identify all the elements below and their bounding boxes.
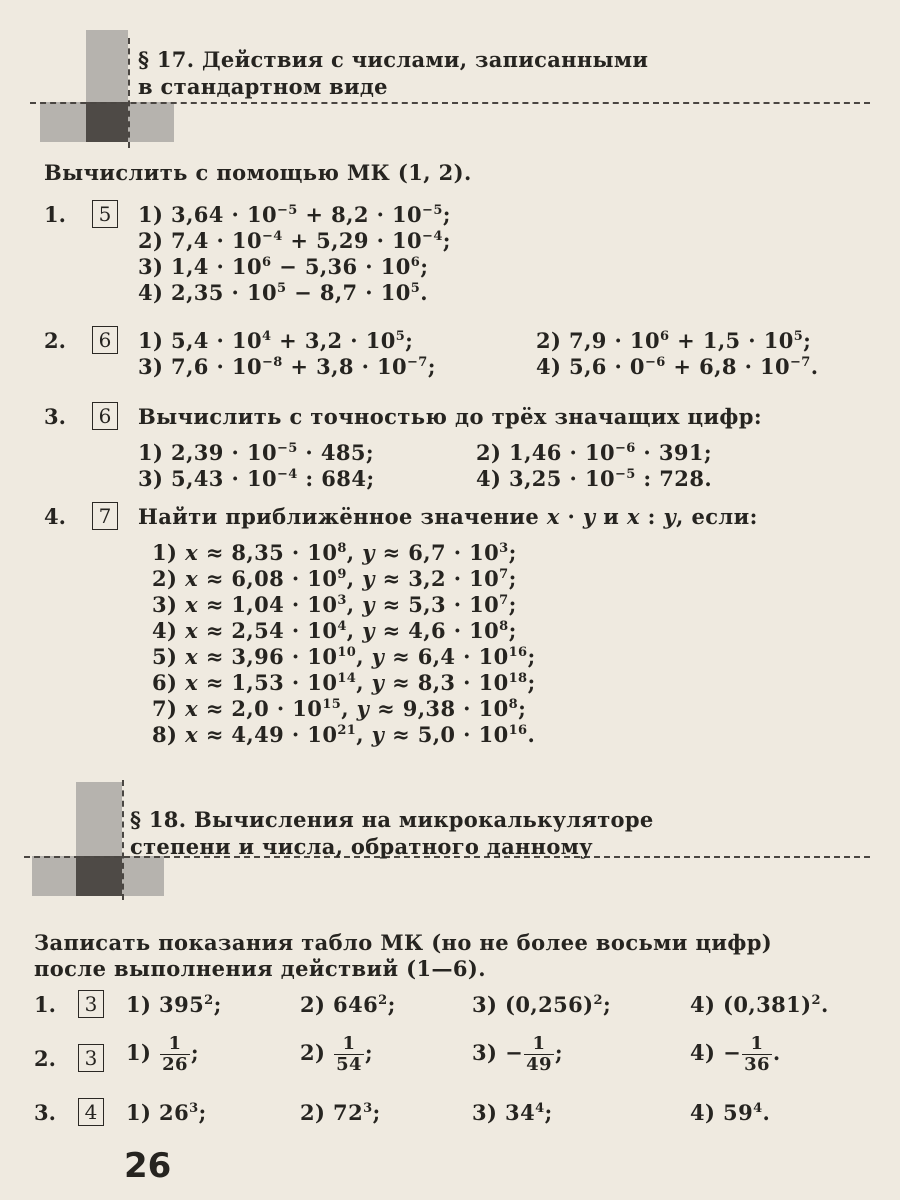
space [177, 696, 185, 721]
expression-text: − 8,7 · 10 [286, 280, 411, 305]
expression-text: 4) 59 [690, 1100, 754, 1125]
approx-sign: ≈ [198, 618, 232, 643]
expression-text: 2) 7,9 · 10 [536, 328, 660, 353]
fraction-item [300, 1034, 373, 1075]
minus-sign: − [723, 1040, 742, 1065]
space [177, 722, 185, 747]
line-end: . [527, 722, 536, 747]
expression-text: 4) (0,381) [690, 992, 812, 1017]
x-mantissa: 1,04 · 10 [231, 592, 338, 617]
denominator: 26 [162, 1054, 188, 1075]
expression-text: 3) 34 [472, 1100, 536, 1125]
exponent: 4 [753, 1101, 763, 1116]
expression-text: . [762, 1100, 771, 1125]
item-label: 6) [152, 670, 178, 695]
expression-text: 3) 7,6 · 10 [138, 354, 262, 379]
exponent: −5 [276, 441, 298, 456]
difficulty-badge: 7 [92, 502, 118, 530]
expression-text: ; [442, 228, 451, 253]
x-mantissa: 2,0 · 10 [231, 696, 323, 721]
expression-line [300, 1100, 381, 1130]
expression-text: . [810, 354, 819, 379]
exponent: 6 [659, 329, 670, 344]
numerator: 1 [160, 1034, 190, 1055]
expression-text: 4) 5,6 · 0 [536, 354, 645, 379]
section18-instruction [34, 930, 772, 982]
var-x: x [185, 722, 198, 747]
var-x: x [185, 566, 198, 591]
expression-text: 4) 3,25 · 10 [476, 466, 615, 491]
expression-text: ; [420, 254, 429, 279]
expression-text: − 5,36 · 10 [271, 254, 411, 279]
var-y: y [356, 696, 370, 721]
section18-title-line2: степени и числа, обратного данному [130, 834, 593, 859]
exponent: 5 [793, 329, 804, 344]
item-label: 2) [152, 566, 178, 591]
separator: , [346, 566, 363, 591]
section18-instruction-line1: Записать показания табло МК (но не более восьми цифр) [34, 930, 773, 955]
line-end: ; [554, 1040, 564, 1065]
expression-text: ; [372, 1100, 381, 1125]
approx-sign: ≈ [374, 618, 409, 643]
exercise-number: 1. [44, 202, 66, 227]
expression-text: 2) 1,46 · 10 [476, 440, 615, 465]
difficulty-badge: 3 [78, 1044, 104, 1072]
var-y: y [362, 592, 375, 617]
expression-line [690, 1100, 770, 1130]
exponent: −7 [407, 355, 428, 370]
expression-line [300, 992, 396, 1022]
space [177, 540, 185, 565]
item-label: 3) [152, 592, 178, 617]
expression-text: : 684; [297, 466, 375, 491]
x-exponent: 8 [337, 541, 347, 556]
section17-title [138, 46, 648, 100]
expression-line [138, 354, 436, 384]
exponent: −7 [790, 355, 811, 370]
expression-text: 2) 72 [300, 1100, 364, 1125]
difficulty-badge: 3 [78, 990, 104, 1018]
space [177, 670, 185, 695]
line-end: ; [508, 618, 517, 643]
section17-title-line1: § 17. Действия с числами, записанными [138, 47, 649, 72]
line-end: ; [190, 1040, 200, 1065]
approx-sign: ≈ [374, 592, 409, 617]
var-x: x [185, 592, 198, 617]
fraction-item [690, 1034, 781, 1075]
exponent: −5 [614, 467, 636, 482]
exercise-number: 3. [44, 404, 66, 429]
approx-sign: ≈ [384, 670, 418, 695]
exercise-4-text: Найти приближённое значение x · y и x : y, если: [138, 504, 758, 529]
exponent: 6 [410, 255, 421, 270]
item-label: 7) [152, 696, 178, 721]
expression-text: ; [387, 992, 396, 1017]
var-y: y [371, 722, 385, 747]
expression-line [472, 992, 611, 1022]
y-exponent: 7 [499, 567, 509, 582]
separator: , [346, 540, 363, 565]
fraction [524, 1034, 554, 1075]
separator: , [356, 670, 372, 695]
x-exponent: 21 [337, 723, 357, 738]
expression-text: + 3,8 · 10 [282, 354, 408, 379]
x-exponent: 3 [337, 593, 347, 608]
expression-text: . [820, 992, 829, 1017]
x-exponent: 10 [337, 645, 357, 660]
expression-text: ; [405, 328, 414, 353]
space [177, 644, 185, 669]
y-mantissa: 9,38 · 10 [402, 696, 509, 721]
expression-text: ; [213, 992, 222, 1017]
separator: , [346, 618, 363, 643]
space [177, 566, 185, 591]
expression-text: ; [442, 202, 451, 227]
expression-text: 1) 3,64 · 10 [138, 202, 277, 227]
exponent: 4 [261, 329, 272, 344]
var-y: y [362, 618, 375, 643]
difficulty-badge: 4 [78, 1098, 104, 1126]
exponent: 2 [593, 993, 603, 1008]
separator: , [356, 722, 372, 747]
approx-sign: ≈ [198, 566, 232, 591]
fraction-item [126, 1034, 199, 1075]
difficulty-badge: 6 [92, 402, 118, 430]
var-y: y [362, 566, 375, 591]
var-y: y [371, 670, 385, 695]
expression-text: ; [198, 1100, 207, 1125]
exercise-3-text: Вычислить с точностью до трёх значащих цифр: [138, 404, 763, 429]
numerator: 1 [334, 1034, 364, 1055]
y-mantissa: 6,4 · 10 [417, 644, 509, 669]
exponent: 2 [811, 993, 821, 1008]
approx-sign: ≈ [384, 722, 418, 747]
section18-instruction-line2: после выполнения действий (1—6). [34, 956, 486, 981]
approx-sign: ≈ [198, 722, 232, 747]
approx-sign: ≈ [384, 644, 418, 669]
expression-text: 4) 2,35 · 10 [138, 280, 277, 305]
section17-title-line2: в стандартном виде [138, 74, 388, 99]
approx-sign: ≈ [198, 670, 232, 695]
fraction-item [472, 1034, 563, 1075]
item-label: 2) [300, 1040, 334, 1065]
line-end: ; [518, 696, 527, 721]
numerator: 1 [524, 1034, 554, 1055]
exponent: 2 [204, 993, 214, 1008]
var-y: y [362, 540, 375, 565]
exponent: −5 [422, 203, 443, 218]
approx-sign: ≈ [369, 696, 403, 721]
expression-text: · 391; [635, 440, 713, 465]
item-label: 4) [690, 1040, 724, 1065]
y-mantissa: 5,3 · 10 [408, 592, 500, 617]
expression-text: ; [427, 354, 436, 379]
exponent: 3 [189, 1101, 199, 1116]
x-mantissa: 2,54 · 10 [231, 618, 338, 643]
y-mantissa: 6,7 · 10 [408, 540, 500, 565]
line-end: ; [508, 566, 517, 591]
x-exponent: 14 [337, 671, 357, 686]
y-mantissa: 4,6 · 10 [408, 618, 500, 643]
minus-sign: − [505, 1040, 524, 1065]
space [177, 618, 185, 643]
y-mantissa: 5,0 · 10 [417, 722, 509, 747]
exercise-number: 3. [34, 1100, 56, 1125]
exponent: −5 [276, 203, 298, 218]
exponent: −8 [261, 355, 283, 370]
y-exponent: 18 [508, 671, 528, 686]
y-mantissa: 3,2 · 10 [408, 566, 500, 591]
expression-text: 3) (0,256) [472, 992, 594, 1017]
fraction [334, 1034, 364, 1075]
var-x: x [185, 540, 198, 565]
expression-line [138, 280, 428, 310]
exercise-number: 2. [44, 328, 66, 353]
approx-sign: ≈ [374, 566, 409, 591]
line-end: ; [508, 540, 517, 565]
expression-text: 3) 5,43 · 10 [138, 466, 277, 491]
var-x: x [185, 696, 198, 721]
section17-instruction: Вычислить с помощью МК (1, 2). [44, 160, 472, 185]
separator: , [346, 592, 363, 617]
expression-text: + 5,29 · 10 [282, 228, 423, 253]
item-label: 1) [152, 540, 178, 565]
difficulty-badge: 5 [92, 200, 118, 228]
expression-line [138, 466, 374, 496]
expression-text: · 485; [297, 440, 375, 465]
exponent: 2 [378, 993, 388, 1008]
line-end: ; [527, 644, 536, 669]
exponent: 5 [395, 329, 406, 344]
exponent: −6 [614, 441, 636, 456]
expression-text: ; [803, 328, 812, 353]
item-label: 5) [152, 644, 178, 669]
exponent: −4 [261, 229, 283, 244]
section18-title [130, 806, 654, 860]
exponent: 5 [276, 281, 287, 296]
approx-sign: ≈ [198, 592, 232, 617]
var-x: x [185, 670, 198, 695]
x-exponent: 15 [322, 697, 342, 712]
exercise-number: 2. [34, 1046, 56, 1071]
expression-text: ; [544, 1100, 553, 1125]
exponent: 3 [363, 1101, 373, 1116]
expression-text: + 1,5 · 10 [669, 328, 794, 353]
y-exponent: 3 [499, 541, 509, 556]
exercise-number: 1. [34, 992, 56, 1017]
y-exponent: 16 [508, 723, 528, 738]
exponent: 5 [410, 281, 421, 296]
separator: , [356, 644, 372, 669]
x-mantissa: 1,53 · 10 [231, 670, 338, 695]
line-end: ; [527, 670, 536, 695]
approx-sign: ≈ [198, 696, 232, 721]
var-x: x [185, 618, 198, 643]
x-mantissa: 6,08 · 10 [231, 566, 338, 591]
exercise-number: 4. [44, 504, 66, 529]
approx-sign: ≈ [198, 540, 232, 565]
expression-line [476, 466, 712, 496]
expression-text: + 6,8 · 10 [665, 354, 791, 379]
x-mantissa: 3,96 · 10 [231, 644, 338, 669]
expression-line [126, 992, 222, 1022]
exponent: 4 [535, 1101, 545, 1116]
item-label: 1) [126, 1040, 160, 1065]
space [177, 592, 185, 617]
approx-sign: ≈ [374, 540, 409, 565]
y-exponent: 7 [499, 593, 509, 608]
exponent: −4 [276, 467, 298, 482]
line-end: ; [508, 592, 517, 617]
expression-text: 2) 7,4 · 10 [138, 228, 262, 253]
approx-sign: ≈ [198, 644, 232, 669]
var-y: y [371, 644, 385, 669]
expression-line [690, 992, 829, 1022]
x-exponent: 9 [337, 567, 347, 582]
expression-text: + 3,2 · 10 [271, 328, 396, 353]
numerator: 1 [742, 1034, 772, 1055]
exponent: 6 [261, 255, 272, 270]
expression-text: : 728. [635, 466, 713, 491]
expression-line [126, 1100, 207, 1130]
page-number: 26 [124, 1146, 172, 1186]
x-mantissa: 4,49 · 10 [231, 722, 338, 747]
item-label: 8) [152, 722, 178, 747]
separator: , [341, 696, 357, 721]
expression-text: . [420, 280, 428, 305]
expression-text: + 8,2 · 10 [297, 202, 423, 227]
y-exponent: 16 [508, 645, 528, 660]
item-label: 3) [472, 1040, 506, 1065]
expression-text: 1) 395 [126, 992, 205, 1017]
expression-text: ; [602, 992, 612, 1017]
item-label: 4) [152, 618, 178, 643]
fraction [160, 1034, 190, 1075]
y-mantissa: 8,3 · 10 [417, 670, 509, 695]
difficulty-badge: 6 [92, 326, 118, 354]
fraction [742, 1034, 772, 1075]
x-mantissa: 8,35 · 10 [231, 540, 338, 565]
x-exponent: 4 [337, 619, 347, 634]
denominator: 54 [336, 1054, 362, 1075]
exponent: −6 [644, 355, 666, 370]
expression-text: 1) 26 [126, 1100, 190, 1125]
expression-text: 3) 1,4 · 10 [138, 254, 262, 279]
line-end: . [772, 1040, 781, 1065]
var-x: x [185, 644, 198, 669]
exponent: −4 [422, 229, 443, 244]
expression-text: 2) 646 [300, 992, 379, 1017]
expression-text: 1) 2,39 · 10 [138, 440, 277, 465]
line-end: ; [364, 1040, 374, 1065]
denominator: 36 [744, 1054, 770, 1075]
expression-text: 1) 5,4 · 10 [138, 328, 262, 353]
expression-line [472, 1100, 553, 1130]
section18-title-line1: § 18. Вычисления на микрокалькуляторе [130, 807, 654, 832]
approx-line [152, 722, 535, 752]
denominator: 49 [526, 1054, 552, 1075]
expression-line [536, 354, 818, 384]
y-exponent: 8 [499, 619, 509, 634]
y-exponent: 8 [508, 697, 519, 712]
